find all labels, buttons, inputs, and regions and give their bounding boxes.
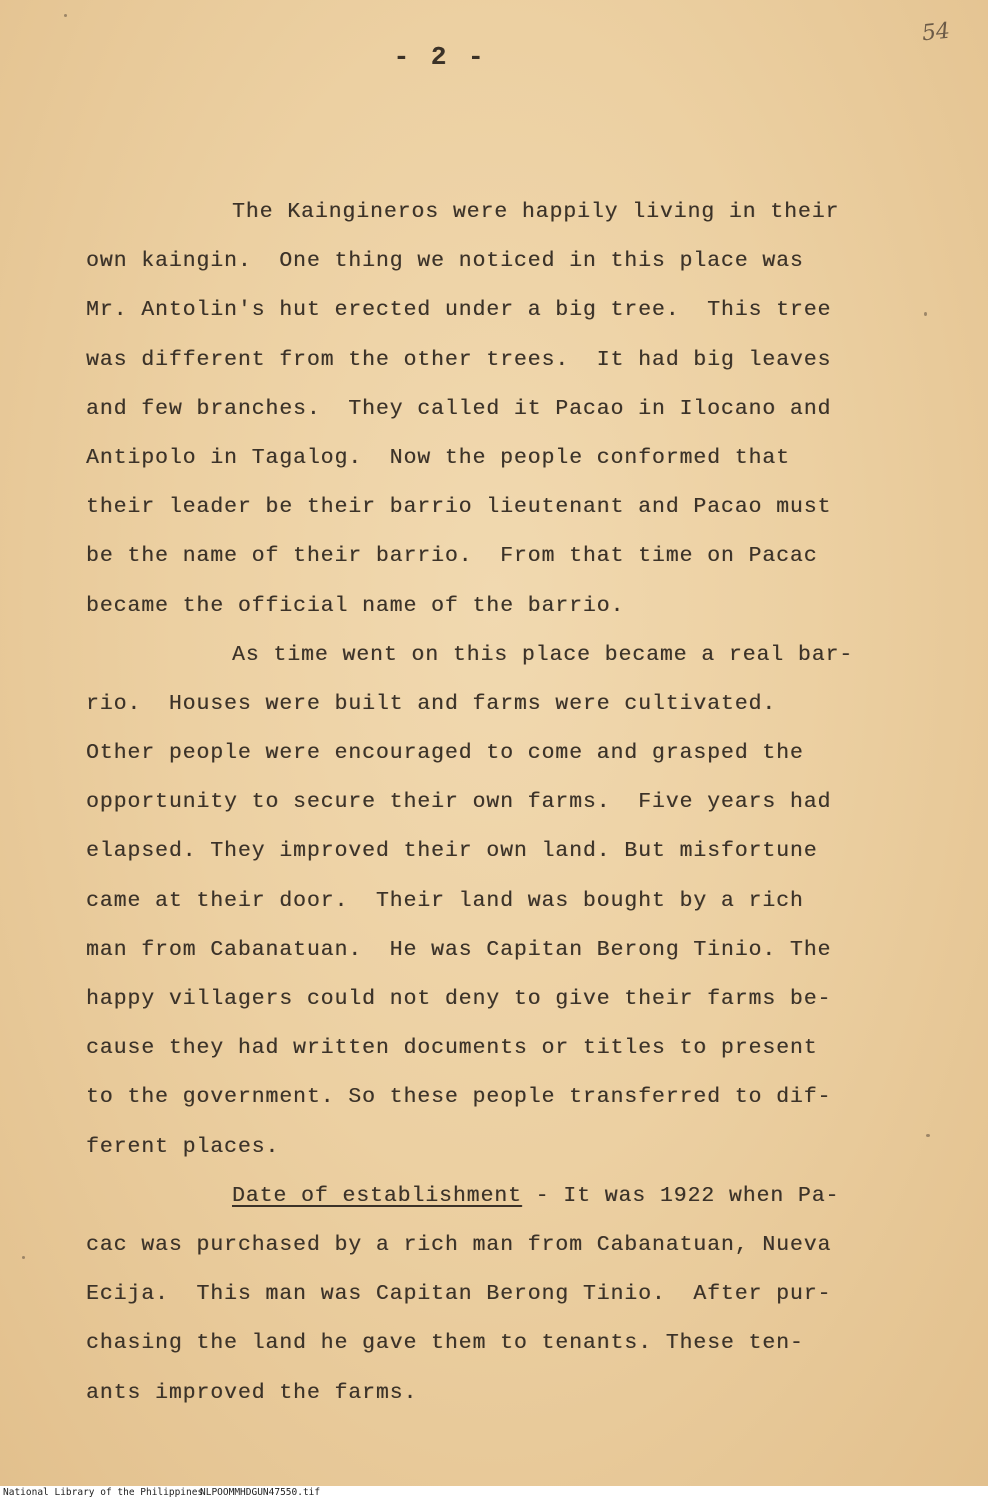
- ink-speck: [64, 14, 67, 17]
- heading-continuation: - It was 1922 when Pa-: [521, 1183, 840, 1208]
- text-line: opportunity to secure their own farms. Five years had: [86, 790, 832, 815]
- text-line: ferent places.: [86, 1134, 280, 1159]
- text-line: happy villagers could not deny to give their farms be-: [86, 987, 832, 1011]
- text-line: their leader be their barrio lieutenant and Pacao must: [86, 495, 832, 520]
- ink-speck: [926, 1134, 930, 1137]
- text-line: ants improved the farms.: [86, 1380, 418, 1405]
- text-line: Ecija. This man was Capitan Berong Tinio. After pur-: [86, 1282, 832, 1307]
- text-line: chasing the land he gave them to tenants. These ten-: [86, 1331, 804, 1356]
- text-line: became the official name of the barrio.: [86, 593, 625, 618]
- paragraph-origin: [86, 188, 886, 631]
- text-line: and few branches. They called it Pacao in Ilocano and: [86, 396, 832, 421]
- text-line: came at their door. Their land was bought by a rich: [86, 888, 804, 913]
- text-line: Mr. Antolin's hut erected under a big tree. This tree: [86, 298, 832, 323]
- text-line: Other people were encouraged to come and grasped the: [86, 741, 804, 766]
- ink-speck: [924, 312, 927, 316]
- paragraph-establishment: [86, 1172, 886, 1418]
- text-line: elapsed. They improved their own land. But misfortune: [86, 839, 818, 864]
- text-line: rio. Houses were built and farms were cultivated.: [86, 691, 777, 716]
- text-line: be the name of their barrio. From that time on Pacac: [86, 544, 818, 569]
- text-line: was different from the other trees. It had big leaves: [86, 347, 832, 372]
- section-heading: Date of establishment: [232, 1183, 522, 1208]
- footer-source: National Library of the Philippines: [3, 1487, 204, 1498]
- text-line: [86, 1172, 886, 1221]
- text-line: own kaingin. One thing we noticed in this place was: [86, 249, 804, 274]
- footer-filename: NLPOOMMHDGUN47550.tif: [200, 1487, 321, 1498]
- body-text: [86, 188, 886, 1418]
- page-number: - 2 -: [393, 42, 487, 72]
- scan-footer: [0, 1486, 988, 1500]
- ink-speck: [22, 1256, 25, 1259]
- text-line: Antipolo in Tagalog. Now the people conformed that: [86, 445, 790, 470]
- archive-page-mark: 54: [920, 18, 952, 47]
- text-line: The Kaingineros were happily living in their: [232, 200, 840, 224]
- text-line: to the government. So these people transferred to dif-: [86, 1085, 832, 1110]
- text-line: cac was purchased by a rich man from Cabanatuan, Nueva: [86, 1232, 832, 1257]
- text-line: cause they had written documents or titles to present: [86, 1036, 818, 1061]
- text-line: As time went on this place became a real bar-: [232, 642, 854, 667]
- paragraph-development: [86, 631, 886, 1172]
- text-line: man from Cabanatuan. He was Capitan Berong Tinio. The: [86, 937, 832, 962]
